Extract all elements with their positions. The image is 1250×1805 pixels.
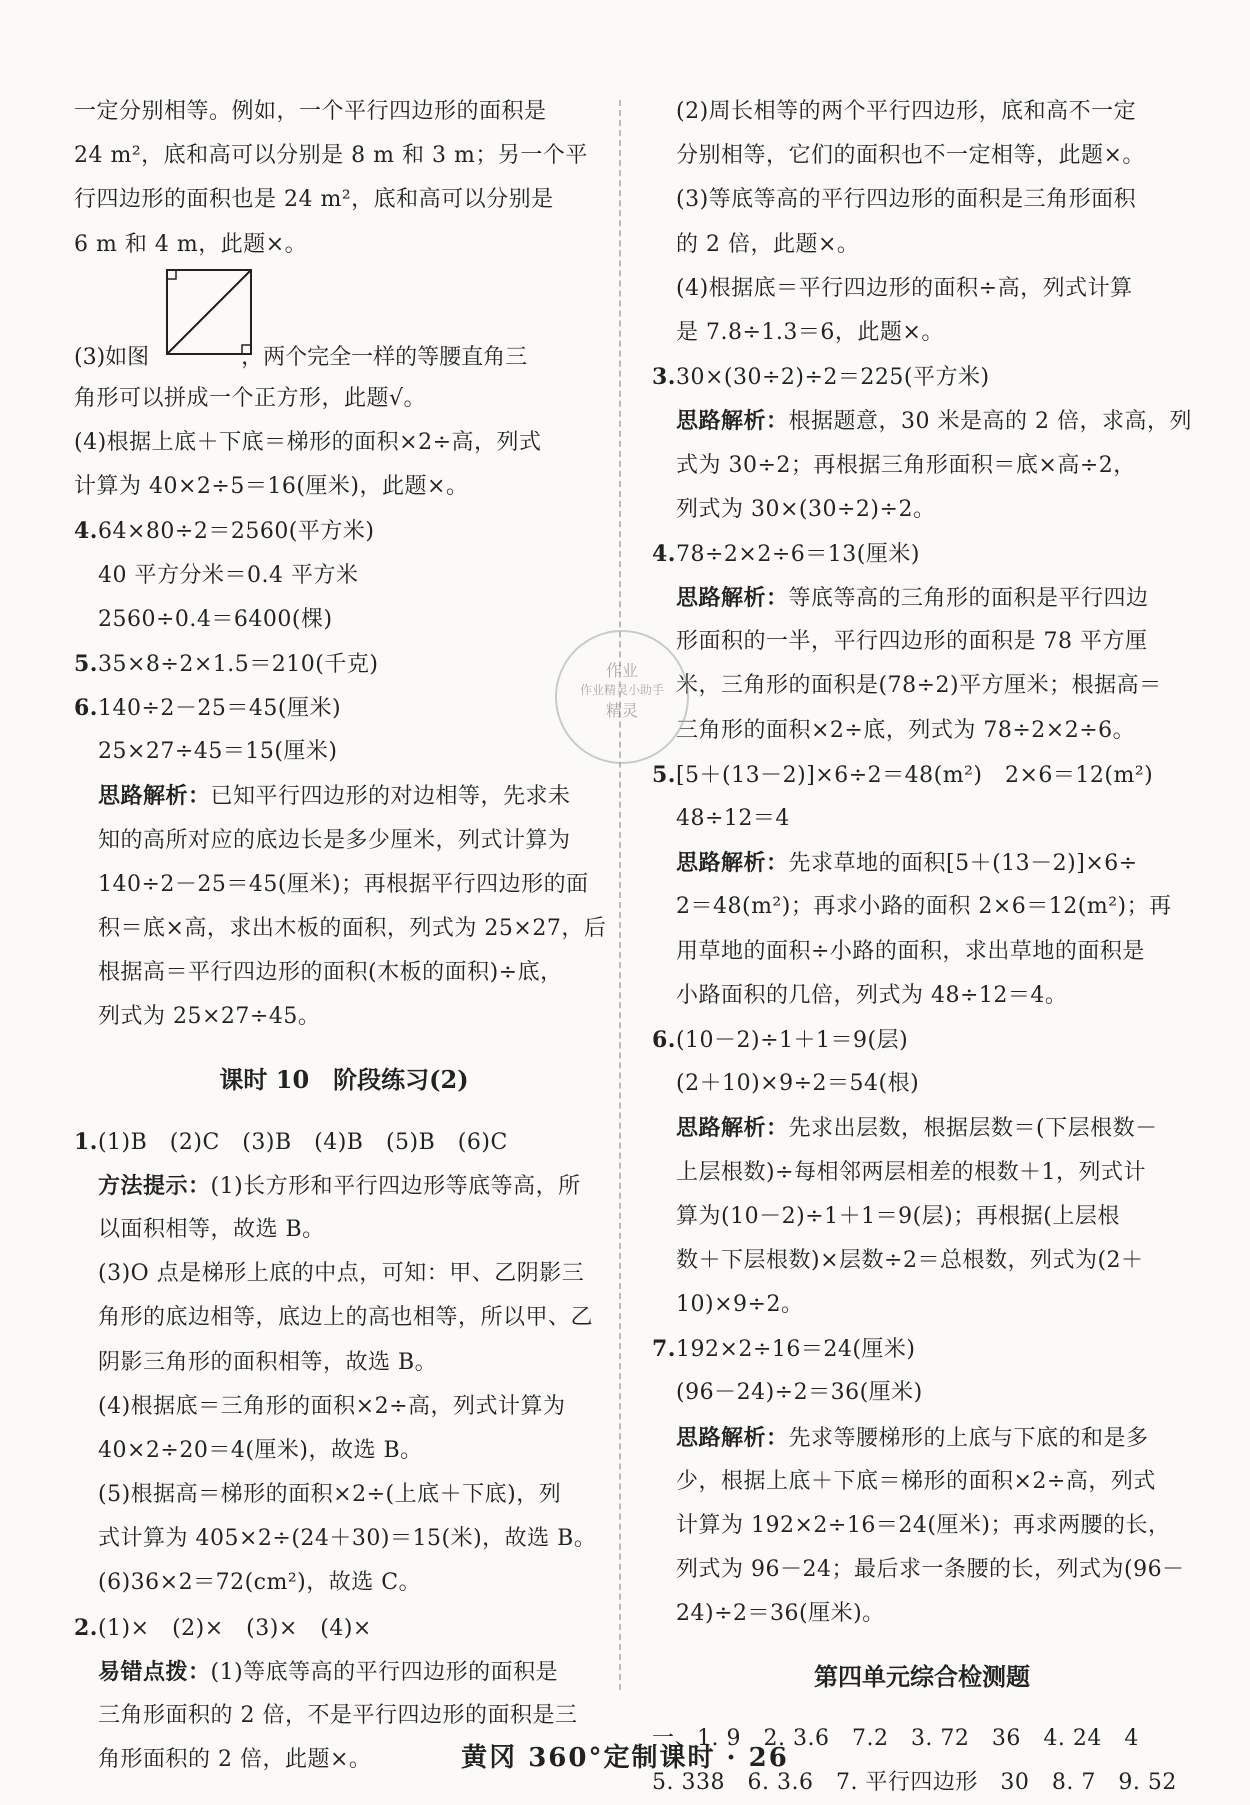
text-line: (2)周长相等的两个平行四边形，底和高不一定 bbox=[676, 99, 1137, 124]
text-line: 24 m²，底和高可以分别是 8 m 和 3 m；另一个平 bbox=[74, 143, 588, 169]
text-line: 计算为 40×2÷5＝16(厘米)，此题×。 bbox=[74, 474, 469, 500]
hint-line: 方法提示：(1)长方形和平行四边形等底等高，所 bbox=[98, 1172, 581, 1199]
text-line: 25×27÷45＝15(厘米) bbox=[98, 739, 338, 765]
text-line: 40 平方分米＝0.4 平方米 bbox=[98, 562, 359, 588]
column-divider bbox=[619, 100, 621, 1690]
text-line: 上层根数)÷每相邻两层相差的根数＋1，列式计 bbox=[676, 1159, 1147, 1185]
analysis-line: 思路解析：已知平行四边形的对边相等，先求未 bbox=[98, 783, 571, 810]
answer-r6: 6.(10－2)÷1＋1＝9(层) bbox=[652, 1026, 909, 1053]
unit-answers-line: 5. 338 6. 3.6 7. 平行四边形 30 8. 7 9. 52 bbox=[652, 1769, 1177, 1795]
text-line: 角形的底边相等，底边上的高也相等，所以甲、乙 bbox=[98, 1305, 594, 1331]
text-line: (5)根据高＝梯形的面积×2÷(上底＋下底)，列 bbox=[98, 1482, 562, 1508]
text-line: 24)÷2＝36(厘米)。 bbox=[676, 1601, 885, 1627]
text-line: (3)O 点是梯形上底的中点，可知：甲、乙阴影三 bbox=[98, 1261, 585, 1287]
answer-l1: 1.(1)B (2)C (3)B (4)B (5)B (6)C bbox=[74, 1128, 508, 1155]
text-line: 阴影三角形的面积相等，故选 B。 bbox=[98, 1349, 438, 1375]
answer-4: 4.64×80÷2＝2560(平方米) bbox=[74, 518, 375, 545]
text-line: 三角形面积的 2 倍，不是平行四边形的面积是三 bbox=[98, 1703, 578, 1728]
text-line: 48÷12＝4 bbox=[676, 806, 790, 831]
text-line: (2＋10)×9÷2＝54(根) bbox=[676, 1071, 920, 1097]
unit-answers-line: 一、1. 9 2. 3.6 7.2 3. 72 36 4. 24 4 bbox=[652, 1725, 1139, 1751]
right-column bbox=[652, 90, 1192, 1805]
text-line: 以面积相等，故选 B。 bbox=[98, 1216, 325, 1242]
text-line: 积＝底×高，求出木板的面积，列式为 25×27，后 bbox=[98, 916, 607, 941]
unit-title: 第四单元综合检测题 bbox=[814, 1661, 1030, 1691]
text-line: 数＋下层根数)×层数÷2＝总根数，列式为(2＋ bbox=[676, 1247, 1144, 1273]
text-line: 式计算为 405×2÷(24＋30)＝15(米)，故选 B。 bbox=[98, 1526, 597, 1552]
answer-l2: 2.(1)× (2)× (3)× (4)× bbox=[74, 1614, 372, 1641]
text-line: 一定分别相等。例如，一个平行四边形的面积是 bbox=[74, 99, 547, 124]
text-line: 行四边形的面积也是 24 m²，底和高可以分别是 bbox=[74, 187, 554, 213]
text-line: 小路面积的几倍，列式为 48÷12＝4。 bbox=[676, 982, 1068, 1008]
text-line: 三角形的面积×2÷底，列式为 78÷2×2÷6。 bbox=[676, 717, 1136, 743]
text-line: 2560÷0.4＝6400(棵) bbox=[98, 606, 333, 632]
text-line: 角形可以拼成一个正方形，此题√。 bbox=[74, 385, 427, 411]
text-line: 10)×9÷2。 bbox=[676, 1292, 804, 1318]
text-line: (96－24)÷2＝36(厘米) bbox=[676, 1380, 923, 1406]
text-line: 知的高所对应的底边长是多少厘米，列式计算为 bbox=[98, 827, 571, 853]
analysis-line: 思路解析：根据题意，30 米是高的 2 倍，求高，列 bbox=[676, 408, 1192, 435]
text-line: (3)等底等高的平行四边形的面积是三角形面积 bbox=[676, 187, 1137, 213]
figure-line bbox=[74, 267, 614, 377]
answer-5: 5.35×8÷2×1.5＝210(千克) bbox=[74, 650, 379, 677]
text-line: 计算为 192×2÷16＝24(厘米)；再求两腰的长， bbox=[676, 1513, 1171, 1538]
text-line: 6 m 和 4 m，此题×。 bbox=[74, 231, 308, 257]
text-line: 140÷2－25＝45(厘米)；再根据平行四边形的面 bbox=[98, 871, 589, 897]
text-line: (4)根据底＝三角形的面积×2÷高，列式计算为 bbox=[98, 1393, 566, 1419]
text-line: 式为 30÷2；再根据三角形面积＝底×高÷2， bbox=[676, 452, 1136, 478]
text-line: 少，根据上底＋下底＝梯形的面积×2÷高，列式 bbox=[676, 1468, 1156, 1494]
answer-r4: 4.78÷2×2÷6＝13(厘米) bbox=[652, 540, 920, 567]
text-line: 分别相等，它们的面积也不一定相等，此题×。 bbox=[676, 143, 1145, 169]
text-line: 算为(10－2)÷1＋1＝9(层)；再根据(上层根 bbox=[676, 1203, 1120, 1229]
text-line: 米，三角形的面积是(78÷2)平方厘米；根据高＝ bbox=[676, 673, 1162, 699]
text-line: 列式为 96－24；最后求一条腰的长，列式为(96－ bbox=[676, 1557, 1185, 1583]
text-line: 列式为 25×27÷45。 bbox=[98, 1004, 321, 1030]
text-line: 2＝48(m²)；再求小路的面积 2×6＝12(m²)；再 bbox=[676, 894, 1172, 920]
text-line: 40×2÷20＝4(厘米)，故选 B。 bbox=[98, 1437, 423, 1463]
analysis-line: 思路解析：先求等腰梯形的上底与下底的和是多 bbox=[676, 1424, 1149, 1451]
left-column bbox=[74, 90, 614, 1782]
text-line: 列式为 30×(30÷2)÷2。 bbox=[676, 496, 936, 522]
lesson-title: 课时 10 阶段练习(2) bbox=[219, 1064, 469, 1094]
page-footer: 黄冈 360°定制课时 · 26 bbox=[461, 1743, 789, 1773]
text-line: 根据高＝平行四边形的面积(木板的面积)÷底， bbox=[98, 960, 563, 986]
text-line: 用草地的面积÷小路的面积，求出草地的面积是 bbox=[676, 938, 1145, 964]
stamp-watermark: 作业 作业精灵小助手 精灵 bbox=[555, 630, 689, 764]
figure-caption: (3)如图 ，两个完全一样的等腰直角三 bbox=[74, 344, 528, 370]
analysis-line: 思路解析：先求出层数，根据层数＝(下层根数－ bbox=[676, 1115, 1158, 1142]
answer-r3: 3.30×(30÷2)÷2＝225(平方米) bbox=[652, 364, 990, 391]
hint-line: 易错点拨：(1)等底等高的平行四边形的面积是 bbox=[98, 1658, 559, 1685]
text-line: 角形面积的 2 倍，此题×。 bbox=[98, 1747, 372, 1773]
analysis-line: 思路解析：等底等高的三角形的面积是平行四边 bbox=[676, 585, 1149, 612]
analysis-line: 思路解析：先求草地的面积[5＋(13－2)]×6÷ bbox=[676, 850, 1138, 877]
answer-r7: 7.192×2÷16＝24(厘米) bbox=[652, 1336, 916, 1363]
answer-r5: 5.[5＋(13－2)]×6÷2＝48(m²) 2×6＝12(m²) bbox=[652, 761, 1154, 788]
text-line: 形面积的一半，平行四边形的面积是 78 平方厘 bbox=[676, 629, 1148, 655]
text-line: (4)根据底＝平行四边形的面积÷高，列式计算 bbox=[676, 275, 1133, 301]
text-line: 的 2 倍，此题×。 bbox=[676, 231, 860, 257]
text-line: (6)36×2＝72(cm²)，故选 C。 bbox=[98, 1570, 422, 1596]
text-line: 是 7.8÷1.3＝6，此题×。 bbox=[676, 319, 944, 345]
text-line: (4)根据上底＋下底＝梯形的面积×2÷高，列式 bbox=[74, 429, 542, 455]
answer-6: 6.140÷2－25＝45(厘米) bbox=[74, 695, 342, 722]
